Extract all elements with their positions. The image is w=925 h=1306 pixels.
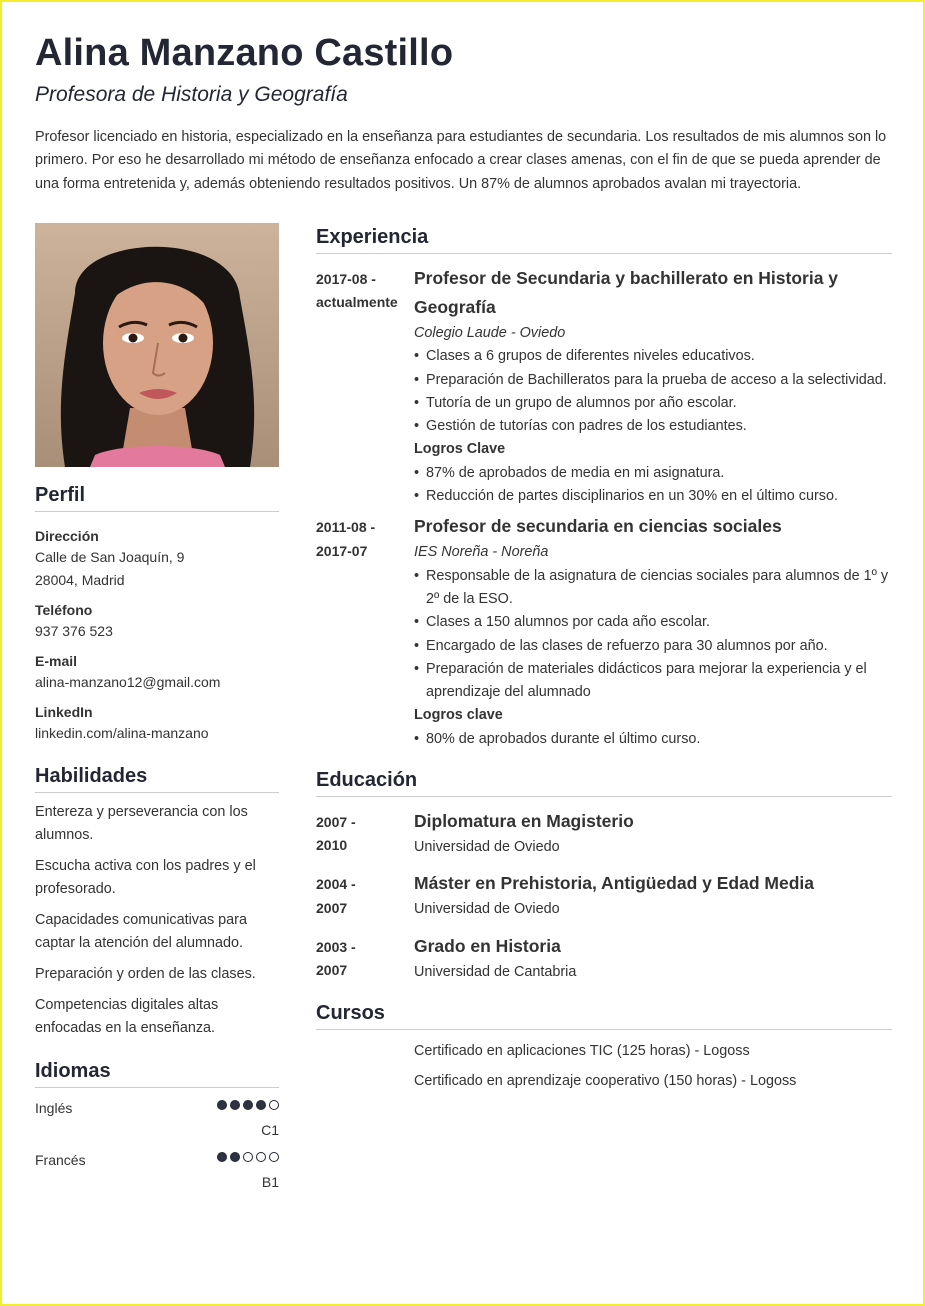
- portrait-illustration: [35, 223, 279, 467]
- list-item: • Preparación de Bachilleratos para la prueba de acceso a la selectividad.: [414, 369, 892, 392]
- date-end: 2007: [316, 899, 348, 916]
- date-start: 2003 -: [316, 938, 356, 955]
- entry-date: [316, 516, 406, 563]
- profile-photo: [35, 223, 279, 467]
- degree-title: Máster en Prehistoria, Antigüedad y Edad Media: [414, 873, 814, 894]
- date-end: actualmente: [316, 294, 398, 311]
- rating-dot-filled: [230, 1100, 240, 1110]
- degree-title: Diplomatura en Magisterio: [414, 811, 634, 832]
- job-achievements: [414, 462, 892, 509]
- candidate-role: Profesora de Historia y Geografía: [35, 83, 348, 106]
- school-name: Universidad de Oviedo: [414, 839, 560, 856]
- list-item: • 87% de aprobados de media en mi asignatura.: [414, 462, 892, 485]
- list-item: • Gestión de tutorías con padres de los estudiantes.: [414, 415, 892, 438]
- email-label: E-mail: [35, 653, 78, 669]
- skills-section-title: Habilidades: [35, 765, 279, 793]
- address-line1: Calle de San Joaquín, 9: [35, 549, 185, 565]
- experience-entry: [316, 264, 892, 508]
- list-item: • Reducción de partes disciplinarios en un 30% en el último curso.: [414, 485, 892, 508]
- education-entry: [316, 932, 892, 984]
- degree-title: Grado en Historia: [414, 935, 561, 956]
- summary-text: Profesor licenciado en historia, especializado en la enseñanza para estudiantes de secundaria. Los resultados de mis alumnos son lo primero. Por eso he desarrollado mi método de enseñanza enfocado a crear clases amenas, con el fin de que se pueda aprender de una forma entretenida y, además obteniendo resultados positivos. Un 87% de alumnos aprobados avalan mi trayectoria.: [35, 129, 887, 192]
- date-start: 2007 -: [316, 814, 356, 831]
- language-row: [35, 1150, 279, 1202]
- date-end: 2010: [316, 837, 348, 854]
- candidate-name: Alina Manzano Castillo: [35, 32, 454, 74]
- school-name: Universidad de Oviedo: [414, 901, 560, 918]
- date-start: 2004 -: [316, 876, 356, 893]
- language-rating: [217, 1152, 279, 1162]
- course-item: Certificado en aplicaciones TIC (125 horas) - Logoss: [414, 1042, 750, 1059]
- linkedin-value[interactable]: linkedin.com/alina-manzano: [35, 725, 209, 741]
- school-name: Universidad de Cantabria: [414, 963, 577, 980]
- list-item: • Preparación de materiales didácticos para mejorar la experiencia y el aprendizaje del alumnado: [414, 658, 892, 705]
- experience-entry: [316, 512, 892, 751]
- job-company: IES Noreña - Noreña: [414, 544, 549, 561]
- address-line2: 28004, Madrid: [35, 572, 125, 588]
- experience-section-title: Experiencia: [316, 226, 892, 254]
- list-item: • Encargado de las clases de refuerzo para 30 alumnos por año.: [414, 635, 892, 658]
- job-duties: [414, 345, 892, 438]
- rating-dot-empty: [269, 1100, 279, 1110]
- date-end: 2017-07: [316, 542, 368, 559]
- list-item: • Clases a 150 alumnos por cada año escolar.: [414, 611, 892, 634]
- job-title: Profesor de Secundaria y bachillerato en Historia y Geografía: [414, 268, 839, 317]
- education-entry: [316, 869, 892, 921]
- rating-dot-filled: [243, 1100, 253, 1110]
- skill-item: Capacidades comunicativas para captar la atención del alumnado.: [35, 912, 247, 951]
- right-column: [316, 226, 892, 1094]
- rating-dot-empty: [269, 1152, 279, 1162]
- entry-date: [316, 936, 406, 983]
- achievements-title: Logros Clave: [414, 441, 506, 458]
- achievements-title: Logros clave: [414, 707, 503, 724]
- address-label: Dirección: [35, 528, 99, 544]
- linkedin-label: LinkedIn: [35, 704, 93, 720]
- rating-dot-filled: [217, 1100, 227, 1110]
- phone-value: 937 376 523: [35, 623, 113, 639]
- date-end: 2007: [316, 961, 348, 978]
- language-row: [35, 1098, 279, 1150]
- left-column: [35, 484, 279, 1202]
- list-item: • Clases a 6 grupos de diferentes niveles educativos.: [414, 345, 892, 368]
- rating-dot-empty: [256, 1152, 266, 1162]
- job-company: Colegio Laude - Oviedo: [414, 325, 566, 341]
- email-value[interactable]: alina-manzano12@gmail.com: [35, 674, 221, 690]
- entry-date: [316, 873, 406, 920]
- entry-date: [316, 811, 406, 858]
- skill-item: Preparación y orden de las clases.: [35, 966, 256, 982]
- job-achievements: [414, 728, 892, 751]
- rating-dot-empty: [243, 1152, 253, 1162]
- language-name: Inglés: [35, 1100, 73, 1116]
- language-name: Francés: [35, 1152, 86, 1168]
- date-start: 2017-08 -: [316, 271, 376, 287]
- entry-date: [316, 268, 406, 315]
- list-item: • Responsable de la asignatura de ciencias sociales para alumnos de 1º y 2º de la ESO.: [414, 565, 892, 612]
- languages-section-title: Idiomas: [35, 1060, 279, 1088]
- skill-item: Escucha activa con los padres y el profesorado.: [35, 858, 256, 897]
- list-item: • 80% de aprobados durante el último curso.: [414, 728, 892, 751]
- job-title: Profesor de secundaria en ciencias sociales: [414, 516, 782, 537]
- courses-section-title: Cursos: [316, 1002, 892, 1030]
- date-start: 2011-08 -: [316, 519, 376, 536]
- rating-dot-filled: [256, 1100, 266, 1110]
- skill-item: Competencias digitales altas enfocadas en la enseñanza.: [35, 997, 219, 1036]
- language-level: B1: [261, 1174, 279, 1190]
- education-entry: [316, 807, 892, 859]
- rating-dot-filled: [230, 1152, 240, 1162]
- job-duties: [414, 565, 892, 705]
- phone-label: Teléfono: [35, 602, 93, 618]
- course-item: Certificado en aprendizaje cooperativo (150 horas) - Logoss: [414, 1073, 797, 1090]
- profile-section-title: Perfil: [35, 484, 279, 512]
- skill-item: Entereza y perseverancia con los alumnos.: [35, 804, 248, 843]
- language-level: C1: [261, 1122, 279, 1138]
- rating-dot-filled: [217, 1152, 227, 1162]
- language-rating: [217, 1100, 279, 1110]
- education-section-title: Educación: [316, 769, 892, 797]
- list-item: • Tutoría de un grupo de alumnos por año escolar.: [414, 392, 892, 415]
